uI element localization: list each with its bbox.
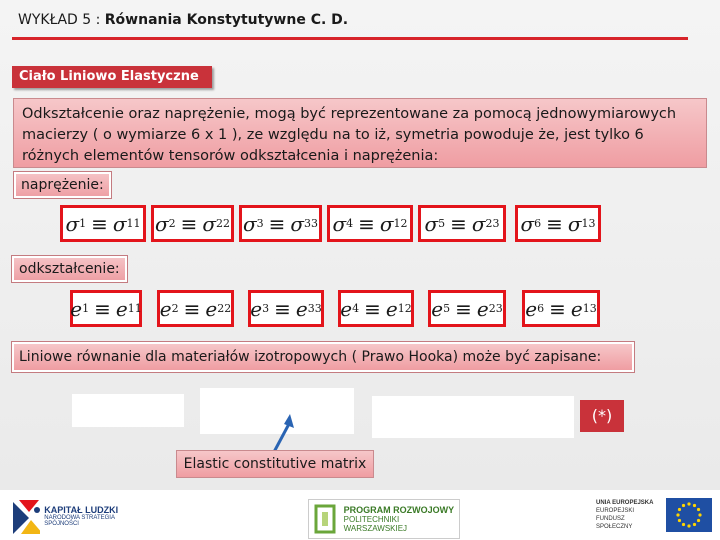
lecture-topic: Równania Konstytutywne C. D. [104,12,349,28]
section-title: Ciało Liniowo Elastyczne [12,66,212,88]
strain-equation: e 4 ≡ e 12 [338,290,414,327]
eu-star-icon [676,513,679,516]
eu-flag-icon [666,498,712,532]
program-emblem-icon [313,502,340,536]
stress-equation: σ 4 ≡ σ 12 [327,205,413,242]
eu-star-icon [698,513,701,516]
eu-star-icon [687,524,690,527]
eu-star-icon [678,508,681,511]
hooke-law-statement: Liniowe równanie dla materiałów izotropowych ( Prawo Hooka) może być zapisane: [12,342,634,372]
eu-star-icon [687,502,690,505]
strain-equation: e 1 ≡ e 11 [70,290,142,327]
stress-equation: σ 2 ≡ σ 22 [151,205,234,242]
intro-text: Odkształcenie oraz naprężenie, mogą być reprezentowane za pomocą jednowymiarowych macierzy ( o wymiarze 6 x 1 ), ze względu na to iż, symetria powoduje że, jest tylko 6 różnych elementów tensorów odkształcenia i naprężenia: [13,98,707,168]
eu-star-icon [697,519,700,522]
stress-equation: σ 3 ≡ σ 33 [239,205,322,242]
stress-equation: σ 6 ≡ σ 13 [515,205,601,242]
strain-equation: e 5 ≡ e 23 [428,290,506,327]
strain-label: odkształcenie: [12,256,127,282]
strain-equation: e 6 ≡ e 13 [522,290,600,327]
kapital-ludzki-emblem-icon [9,496,40,536]
stress-label: naprężenie: [14,172,111,198]
eu-star-icon [682,523,685,526]
equation-marker: (*) [580,400,624,432]
eu-star-icon [682,504,685,507]
eu-line-2: EUROPEJSKI [596,508,635,514]
stress-vector-placeholder [72,394,184,427]
eu-logo [596,494,714,536]
kapital-subtitle: NARODOWA STRATEGIA SPÓJNOŚCI [44,515,115,527]
title-underline [12,37,688,40]
lecture-number: WYKŁAD 5 : [18,12,105,28]
strain-equation: e 3 ≡ e 33 [248,290,324,327]
eu-star-icon [678,519,681,522]
eu-star-icon [693,504,696,507]
stress-equation: σ 1 ≡ σ 11 [60,205,146,242]
slide-title [18,12,348,28]
kapital-title: KAPITAŁ LUDZKI [44,505,119,515]
kapital-ludzki-logo [9,494,137,538]
matrix-callout: Elastic constitutive matrix [176,450,374,478]
eu-line-1: UNIA EUROPEJSKA [596,500,654,506]
stress-equation: σ 5 ≡ σ 23 [418,205,506,242]
eu-star-icon [697,508,700,511]
program-title: PROGRAM ROZWOJOWY [343,505,455,515]
strain-vector-placeholder [372,396,574,438]
program-rozwojowy-logo [308,499,460,539]
program-subtitle: POLITECHNIKI WARSZAWSKIEJ [343,515,408,533]
eu-line-3: FUNDUSZ SPOŁECZNY [596,516,633,530]
eu-star-icon [693,523,696,526]
strain-equation: e 2 ≡ e 22 [157,290,234,327]
